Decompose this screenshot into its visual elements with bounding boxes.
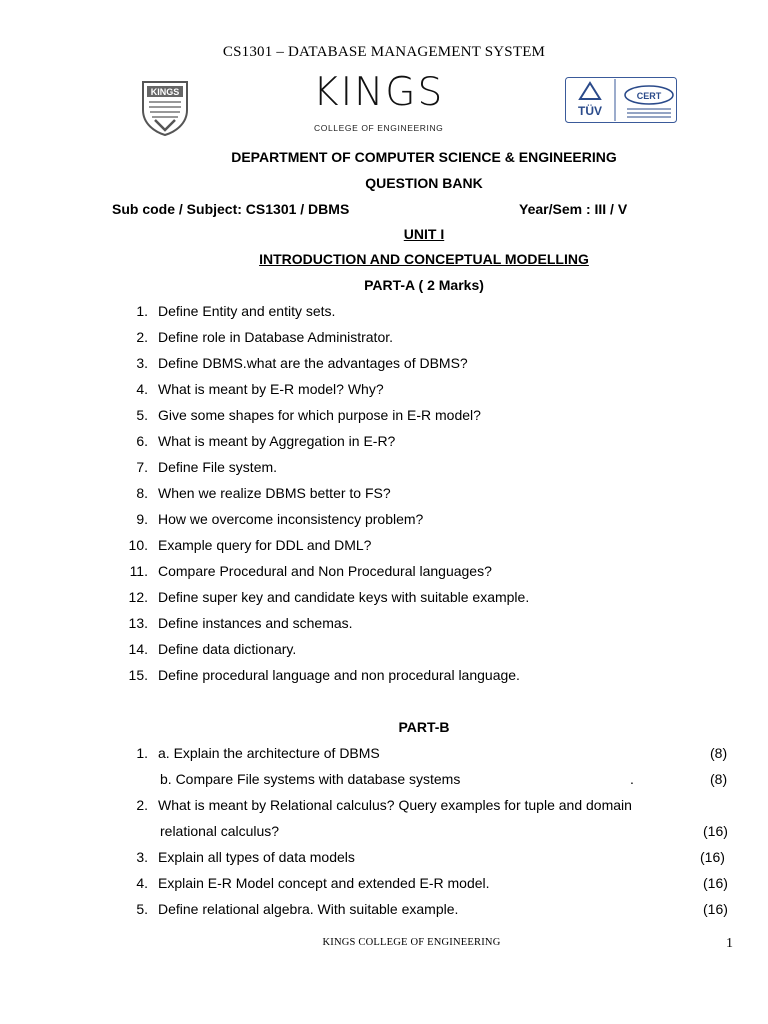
part-a-question-number: 7. bbox=[136, 459, 148, 475]
course-header: CS1301 – DATABASE MANAGEMENT SYSTEM bbox=[222, 44, 546, 60]
part-b-title: PART-B bbox=[398, 719, 450, 735]
part-a-question-text: Define procedural language and non procedural language. bbox=[158, 667, 520, 683]
kings-subtitle: COLLEGE OF ENGINEERING bbox=[314, 123, 444, 133]
part-a-question-text: Define data dictionary. bbox=[158, 641, 297, 657]
year-sem: Year/Sem : III / V bbox=[519, 201, 628, 217]
part-b-q1b-marks: (8) bbox=[710, 771, 728, 787]
part-a-question-number: 15. bbox=[128, 667, 148, 683]
kings-wordmark: KINGS bbox=[313, 70, 445, 115]
part-b-q5-number: 5. bbox=[136, 901, 148, 917]
part-b-q3-marks: (16) bbox=[700, 849, 725, 865]
department-title: DEPARTMENT OF COMPUTER SCIENCE & ENGINEERING bbox=[231, 149, 617, 165]
part-b-q2-line1: What is meant by Relational calculus? Query examples for tuple and domain bbox=[158, 797, 632, 813]
tuv-cert-icon bbox=[565, 77, 677, 123]
part-a-question-text: Compare Procedural and Non Procedural languages? bbox=[158, 563, 492, 579]
part-a-question-text: Define role in Database Administrator. bbox=[158, 329, 394, 345]
part-a-question-text: Define File system. bbox=[158, 459, 278, 475]
part-a-question-number: 13. bbox=[128, 615, 148, 631]
doc-type-title: QUESTION BANK bbox=[365, 175, 483, 191]
part-b-q1b-dot: . bbox=[630, 771, 634, 787]
subject-code: Sub code / Subject: CS1301 / DBMS bbox=[112, 201, 350, 217]
part-a-question-number: 1. bbox=[136, 303, 148, 319]
part-b-q5-marks: (16) bbox=[703, 901, 728, 917]
part-b-q1a-text: a. Explain the architecture of DBMS bbox=[158, 745, 380, 761]
part-b-q4-number: 4. bbox=[136, 875, 148, 891]
part-a-question-text: How we overcome inconsistency problem? bbox=[158, 511, 424, 527]
part-a-question-number: 12. bbox=[128, 589, 148, 605]
part-b-q1b-text: b. Compare File systems with database systems bbox=[160, 771, 461, 787]
footer-text: KINGS COLLEGE OF ENGINEERING bbox=[322, 937, 501, 948]
part-b-q2-number: 2. bbox=[136, 797, 148, 813]
part-b-q3-text: Explain all types of data models bbox=[158, 849, 355, 865]
part-a-question-text: What is meant by Aggregation in E-R? bbox=[158, 433, 396, 449]
part-a-question-number: 4. bbox=[136, 381, 148, 397]
part-a-title: PART-A ( 2 Marks) bbox=[364, 277, 484, 293]
part-b-q4-text: Explain E-R Model concept and extended E-R model. bbox=[158, 875, 490, 891]
part-a-question-number: 2. bbox=[136, 329, 148, 345]
part-a-question-text: Example query for DDL and DML? bbox=[158, 537, 372, 553]
part-a-question-number: 3. bbox=[136, 355, 148, 371]
part-b-q1a-marks: (8) bbox=[710, 745, 728, 761]
part-a-question-text: Define instances and schemas. bbox=[158, 615, 353, 631]
part-b-q4-marks: (16) bbox=[703, 875, 728, 891]
part-b-q1-number: 1. bbox=[136, 745, 148, 761]
part-a-question-number: 6. bbox=[136, 433, 148, 449]
part-a-question-number: 8. bbox=[136, 485, 148, 501]
part-a-question-text: Define Entity and entity sets. bbox=[158, 303, 336, 319]
part-a-question-number: 10. bbox=[128, 537, 148, 553]
unit-heading: UNIT I bbox=[403, 226, 445, 242]
page-number: 1 bbox=[726, 936, 733, 951]
part-a-question-number: 11. bbox=[129, 563, 148, 579]
part-a-question-text: What is meant by E-R model? Why? bbox=[158, 381, 384, 397]
part-a-question-number: 14. bbox=[128, 641, 148, 657]
part-b-q3-number: 3. bbox=[136, 849, 148, 865]
crest-text: KINGS bbox=[150, 87, 180, 97]
unit-title: INTRODUCTION AND CONCEPTUAL MODELLING bbox=[259, 251, 589, 267]
part-a-question-text: Define super key and candidate keys with suitable example. bbox=[158, 589, 530, 605]
tuv-text: TÜV bbox=[578, 104, 602, 118]
part-b-q2-marks: (16) bbox=[703, 823, 728, 839]
part-b-q5-text: Define relational algebra. With suitable example. bbox=[158, 901, 459, 917]
college-crest-icon bbox=[141, 80, 189, 136]
part-b-q2-line2: relational calculus? bbox=[160, 823, 280, 839]
part-a-question-text: Define DBMS.what are the advantages of DBMS? bbox=[158, 355, 468, 371]
part-a-question-number: 9. bbox=[136, 511, 148, 527]
part-a-question-text: Give some shapes for which purpose in E-R model? bbox=[158, 407, 481, 423]
cert-text: CERT bbox=[636, 91, 662, 101]
part-a-question-number: 5. bbox=[136, 407, 148, 423]
part-a-question-text: When we realize DBMS better to FS? bbox=[158, 485, 391, 501]
